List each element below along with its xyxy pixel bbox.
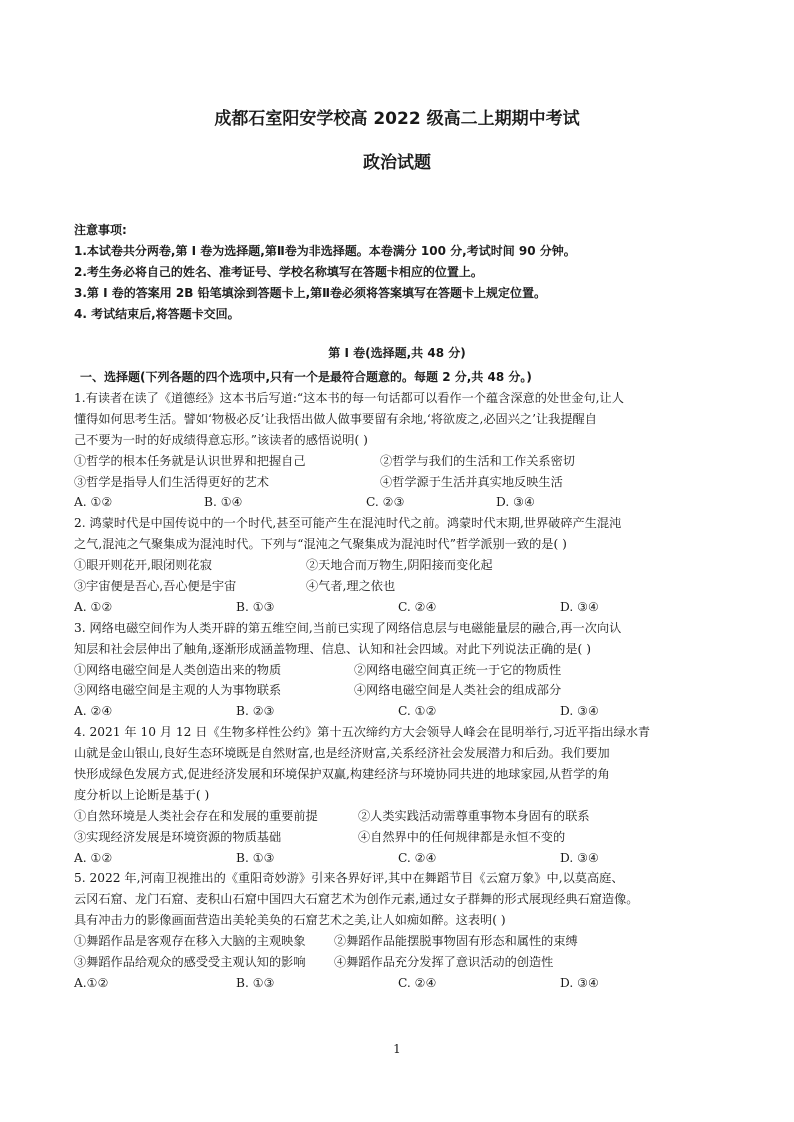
question-stem-line: 懂得如何思考生活。譬如‘物极必反’让我悟出做人做事要留有余地,‘将欲废之,必固兴之’让我提醒自	[74, 411, 597, 426]
statement: ②人类实践活动需尊重事物本身固有的联系	[358, 808, 590, 823]
part-title: 第 Ⅰ 卷(选择题,共 48 分)	[328, 346, 466, 360]
option-a: A. ①②	[74, 850, 113, 865]
question-2	[74, 513, 724, 617]
statement: ②网络电磁空间真正统一于它的物质性	[354, 662, 562, 677]
statement: ①眼开则花开,眼闭则花寂	[74, 558, 212, 573]
options-row	[74, 597, 724, 618]
statement-row	[74, 472, 724, 493]
option-d: D. ③④	[560, 975, 599, 990]
notice-item: 4. 考试结束后,将答题卡交回。	[74, 307, 240, 321]
statement: ④自然界中的任何规律都是永恒不变的	[358, 829, 566, 844]
option-c: C. ①②	[398, 704, 437, 719]
statement-row	[74, 680, 724, 701]
question-stem-line: 2. 鸿蒙时代是中国传说中的一个时代,甚至可能产生在混沌时代之前。鸿蒙时代末期,世界破碎产生混沌	[74, 516, 622, 531]
question-stem-line: 具有冲击力的影像画面营造出美轮美奂的石窟艺术之美,让人如痴如醉。这表明( )	[74, 913, 506, 928]
statement-row	[74, 451, 724, 472]
options-row	[74, 701, 724, 722]
statement-row	[74, 806, 724, 827]
question-stem-line: 山就是金山银山,良好生态环境既是自然财富,也是经济财富,关系经济社会发展潜力和后劲。我们要加	[74, 746, 610, 761]
exam-title: 成都石室阳安学校高 2022 级高二上期期中考试	[214, 109, 580, 129]
notice-item: 3.第 Ⅰ 卷的答案用 2B 铅笔填涂到答题卡上,第Ⅱ卷必须将答案填写在答题卡上规定位置。	[74, 286, 547, 300]
option-c: C. ②③	[366, 495, 405, 510]
statement-row	[74, 931, 724, 952]
question-4	[74, 722, 724, 868]
question-stem-line: 己不要为一时的好成绩得意忘形。”该读者的感悟说明( )	[74, 432, 368, 447]
statement: ③哲学是指导人们生活得更好的艺术	[74, 474, 269, 489]
option-a: A. ①②	[74, 495, 113, 510]
option-a: A.①②	[74, 975, 109, 990]
page-number: 1	[393, 1042, 401, 1056]
question-stem-line: 度分析以上论断是基于( )	[74, 787, 210, 802]
statement: ①哲学的根本任务就是认识世界和把握自己	[74, 453, 306, 468]
question-stem-line: 1.有读者在读了《道德经》这本书后写道:“这本书的每一句话都可以看作一个蕴含深意的处世金句,让人	[74, 391, 624, 405]
option-b: B. ①③	[236, 975, 275, 990]
exam-subject: 政治试题	[363, 153, 431, 173]
option-c: C. ②④	[398, 975, 437, 990]
option-b: B. ②③	[236, 704, 275, 719]
question-5	[74, 868, 724, 993]
question-stem-line: 知层和社会层伸出了触角,逐渐形成涵盖物理、信息、认知和社会四域。对此下列说法正确的是( )	[74, 641, 591, 656]
statement: ③网络电磁空间是主观的人为事物联系	[74, 683, 282, 698]
statement: ②舞蹈作品能摆脱事物固有形态和属性的束缚	[334, 934, 578, 949]
notice-heading: 注意事项:	[74, 223, 127, 237]
statement: ④网络电磁空间是人类社会的组成部分	[354, 683, 562, 698]
option-b: B. ①④	[204, 495, 243, 510]
option-b: B. ①③	[236, 599, 275, 614]
options-row	[74, 492, 724, 513]
option-c: C. ②④	[398, 850, 437, 865]
options-row	[74, 848, 724, 869]
question-stem-line: 云冈石窟、龙门石窟、麦积山石窟中国四大石窟艺术为创作元素,通过女子群舞的形式展现经典石窟造像。	[74, 892, 639, 907]
statement: ②哲学与我们的生活和工作关系密切	[380, 453, 575, 468]
statement-row	[74, 827, 724, 848]
notice-item: 2.考生务必将自己的姓名、准考证号、学校名称填写在答题卡相应的位置上。	[74, 265, 483, 279]
option-d: D. ③④	[560, 599, 599, 614]
question-list	[74, 388, 724, 994]
question-stem-line: 3. 网络电磁空间作为人类开辟的第五维空间,当前已实现了网络信息层与电磁能量层的融合,再一次向认	[74, 620, 622, 635]
section-title: 一、选择题(下列各题的四个选项中,只有一个是最符合题意的。每题 2 分,共 48 分。)	[80, 370, 532, 384]
statement-row	[74, 660, 724, 681]
question-stem-line: 之气,混沌之气聚集成为混沌时代。下列与“混沌之气聚集成为混沌时代”哲学派别一致的是( )	[74, 537, 567, 552]
option-d: D. ③④	[560, 704, 599, 719]
statement-row	[74, 576, 724, 597]
statement: ①网络电磁空间是人类创造出来的物质	[74, 662, 282, 677]
statement-row	[74, 952, 724, 973]
statement: ④气者,理之依也	[306, 579, 396, 594]
statement: ①舞蹈作品是客观存在移入大脑的主观映象	[74, 934, 306, 949]
option-d: D. ③④	[560, 850, 599, 865]
statement: ②天地合而万物生,阴阳接而变化起	[306, 558, 493, 573]
statement: ③舞蹈作品给观众的感受受主观认知的影响	[74, 955, 306, 970]
option-d: D. ③④	[496, 495, 535, 510]
statement: ④舞蹈作品充分发挥了意识活动的创造性	[334, 955, 554, 970]
statement: ③实现经济发展是环境资源的物质基础	[74, 829, 282, 844]
option-b: B. ①③	[236, 850, 275, 865]
notice-block	[74, 220, 734, 325]
question-stem-line: 5. 2022 年,河南卫视推出的《重阳奇妙游》引来各界好评,其中在舞蹈节目《云窟万象》中,以莫高庭、	[74, 871, 624, 886]
statement: ④哲学源于生活并真实地反映生活	[380, 474, 563, 489]
option-c: C. ②④	[398, 599, 437, 614]
statement-row	[74, 555, 724, 576]
options-row	[74, 973, 724, 994]
statement: ①自然环境是人类社会存在和发展的重要前提	[74, 808, 318, 823]
question-1	[74, 388, 724, 513]
statement: ③宇宙便是吾心,吾心便是宇宙	[74, 579, 237, 594]
question-stem-line: 快形成绿色发展方式,促进经济发展和环境保护双赢,构建经济与环境协同共进的地球家园,从哲学的角	[74, 767, 610, 782]
notice-item: 1.本试卷共分两卷,第 Ⅰ 卷为选择题,第Ⅱ卷为非选择题。本卷满分 100 分,考试时间 90 分钟。	[74, 244, 576, 258]
option-a: A. ①②	[74, 599, 113, 614]
question-3	[74, 618, 724, 722]
question-stem-line: 4. 2021 年 10 月 12 日《生物多样性公约》第十五次缔约方大会领导人峰会在昆明举行,习近平指出绿水青	[74, 725, 651, 740]
option-a: A. ②④	[74, 704, 113, 719]
